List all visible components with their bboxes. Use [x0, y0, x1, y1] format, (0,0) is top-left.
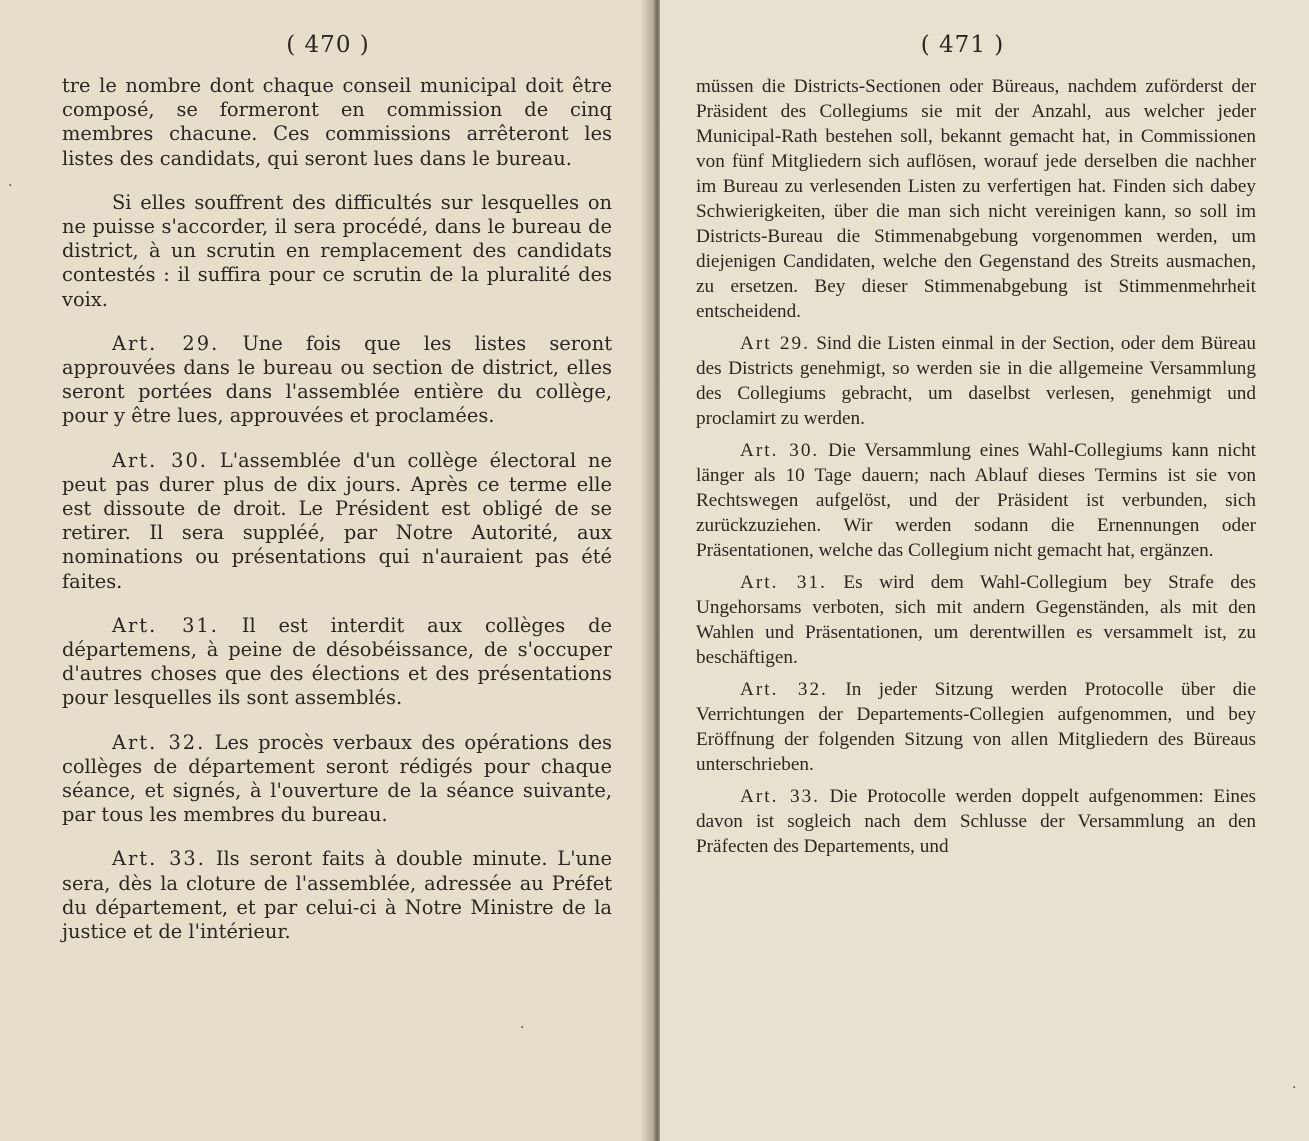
paragraph — [62, 614, 612, 711]
left-page — [0, 0, 652, 1141]
paragraph — [62, 449, 612, 594]
article-label: Art. 31. — [740, 572, 827, 593]
paragraph-text: Die Versammlung eines Wahl-Collegiums kann nicht länger als 10 Tage dauern; nach Ablauf dieses Termins ist sie von Rechtswegen aufgelöst, und der Präsident ist verbunden, sich zurückzuziehen. Wir werden sodann die Ernennungen oder Präsentationen, welche das Collegium nicht gemacht hat, ergänzen. — [696, 440, 1257, 561]
paragraph — [696, 331, 1256, 431]
paragraph — [62, 191, 612, 312]
paragraph — [62, 332, 612, 429]
paragraph — [696, 570, 1256, 670]
paragraph-text: Une fois que les listes seront approuvées dans le bureau ou section de district, elles seront portées dans l'assemblée entière du collège, pour y être lues, approuvées et proclamées. — [62, 331, 612, 428]
paragraph-text: Es wird dem Wahl-Collegium bey Strafe des Ungehorsams verboten, sich mit andern Gegenständen, als mit den Wahlen und Präsentationen, um derentwillen es versammelt ist, zu beschäftigen. — [696, 572, 1257, 668]
paragraph — [696, 677, 1256, 777]
paragraph-text: tre le nombre dont chaque conseil municipal doit être composé, se formeront en commission de cinq membres chacune. Ces commissions arrêteront les listes des candidats, qui seront lues dans le bureau. — [62, 74, 612, 170]
article-label: Art. 30. — [112, 448, 208, 472]
paragraph — [696, 438, 1256, 563]
page-body — [62, 74, 612, 944]
ink-speck: · — [1292, 1080, 1297, 1096]
article-label: Art. 33. — [112, 847, 206, 871]
article-label: Art. 32. — [740, 679, 828, 700]
paragraph — [62, 74, 612, 171]
paragraph-text: Sind die Listen einmal in der Section, oder dem Büreau des Districts genehmigt, so werden sie in die allgemeine Versammlung des Collegiums gebracht, um daselbst verlesen, genehmigt und proclamirt zu werden. — [696, 333, 1257, 429]
paragraph — [696, 74, 1256, 324]
paragraph — [696, 784, 1256, 859]
ink-speck: · — [520, 1020, 525, 1036]
paragraph-text: müssen die Districts-Sectionen oder Büreaus, nachdem zuförderst der Präsident des Collegiums sie mit der Anzahl, aus welcher jeder Municipal-Rath bestehen soll, bekannt gemacht hat, in Commissionen von fünf Mitgliedern sich auflösen, worauf jede derselben die nachher im Bureau zu verlesenden Listen zu verfertigen hat. Finden sich dabey Schwierigkeiten, über die man sich nicht vereinigen kann, so soll im Districts-Bureau die Stimmenabgebung vorgenommen werden, um diejenigen Candidaten, welche den Gegenstand des Streits ausmachen, zu ersetzen. Bey dieser Stimmenabgebung ist Stimmenmehrheit entscheidend. — [696, 76, 1256, 322]
page-body — [696, 74, 1256, 859]
article-label: Art. 30. — [740, 440, 820, 461]
article-label: Art. 33. — [740, 786, 820, 807]
paragraph-text: Die Protocolle werden doppelt aufgenommen: Eines davon ist sogleich nach dem Schlusse der Versammlung an den Präfecten des Departements, und — [696, 786, 1257, 857]
paragraph-text: Ils seront faits à double minute. L'une sera, dès la cloture de l'assemblée, adressée au Préfet du département, et par celui-ci à Notre Ministre de la justice et de l'intérieur. — [62, 847, 613, 944]
paragraph-text: In jeder Sitzung werden Protocolle über die Verrichtungen der Departements-Collegien aufgenommen, und bey Eröffnung der folgenden Sitzung von allen Mitgliedern des Büreaus unterschrieben. — [696, 679, 1257, 775]
ink-speck: · — [8, 178, 13, 194]
paragraph-text: Les procès verbaux des opérations des collèges de département seront rédigés pour chaque séance, et signés, à l'ouverture de la séance suivante, par tous les membres du bureau. — [62, 730, 612, 827]
paragraph-text: Il est interdit aux collèges de départemens, à peine de désobéissance, de s'occuper d'autres choses que des élections et des présentations pour lesquelles ils sont assemblés. — [62, 613, 612, 710]
article-label: Art. 32. — [112, 730, 206, 754]
paragraph-text: Si elles souffrent des difficultés sur lesquelles on ne puisse s'accorder, il sera procédé, dans le bureau de district, à un scrutin en remplacement des candidats contestés : il suffira pour ce scrutin de la pluralité des voix. — [62, 190, 612, 311]
right-page — [660, 0, 1309, 1141]
page-number: ( 471 ) — [920, 32, 1005, 58]
paragraph — [62, 847, 612, 944]
paragraph — [62, 731, 612, 828]
paragraph-text: L'assemblée d'un collège électoral ne peut pas durer plus de dix jours. Après ce terme elle est dissoute de droit. Le Président est obligé de se retirer. Il sera suppléé, par Notre Autorité, aux nominations ou présentations qui n'auraient pas été faites. — [62, 448, 613, 593]
page-number: ( 470 ) — [286, 32, 370, 58]
article-label: Art 29. — [740, 333, 810, 354]
article-label: Art. 29. — [112, 331, 220, 355]
article-label: Art. 31. — [112, 613, 219, 637]
